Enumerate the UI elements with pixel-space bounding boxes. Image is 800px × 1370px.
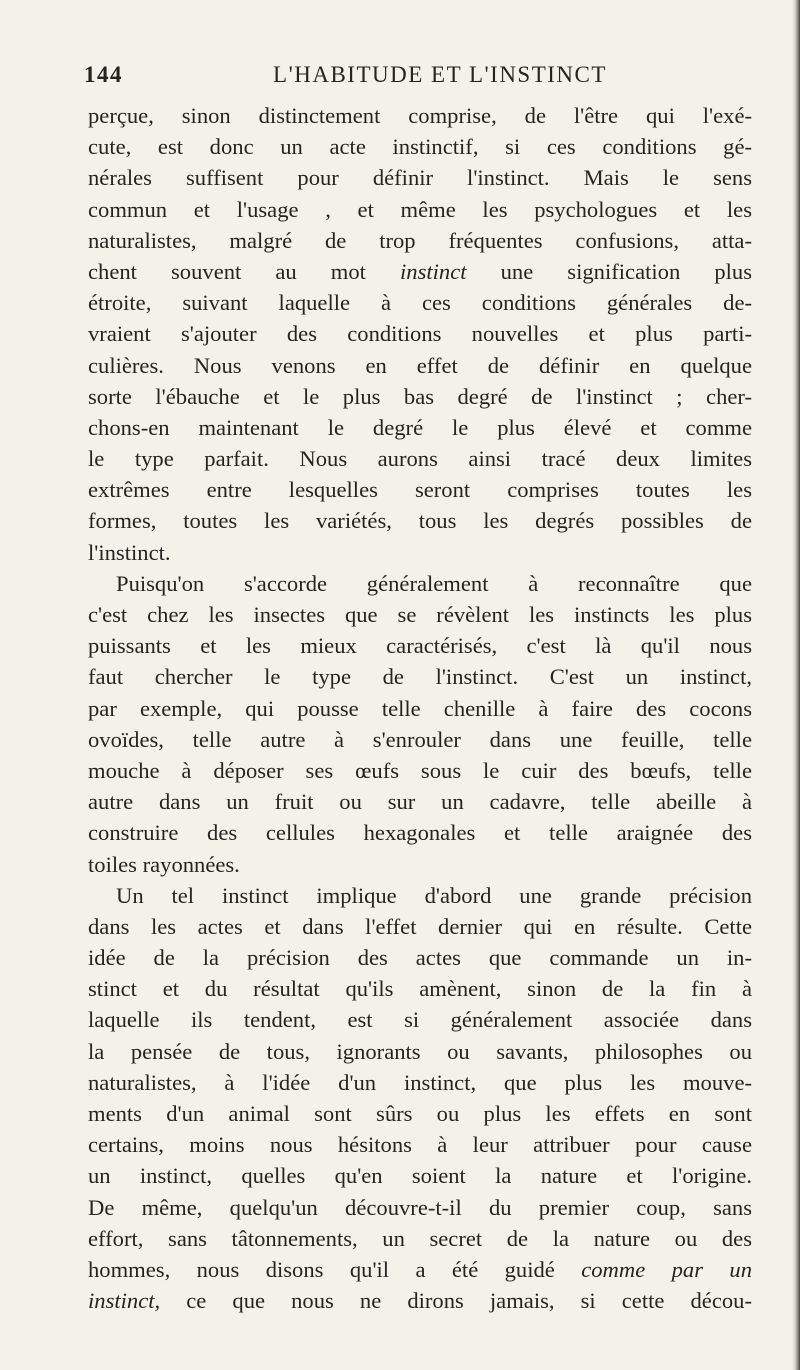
text-line: la pensée de tous, ignorants ou savants, philosophes ou bbox=[88, 1038, 752, 1064]
text-line bbox=[88, 1285, 752, 1316]
text-line: cute, est donc un acte instinctif, si ces conditions gé- bbox=[88, 134, 752, 160]
text-line: par exemple, qui pousse telle chenille à faire des cocons bbox=[88, 695, 752, 721]
text-line: ovoïdes, telle autre à s'enrouler dans une feuille, telle bbox=[88, 726, 752, 752]
page-header bbox=[84, 62, 752, 96]
text-line: vraient s'ajouter des conditions nouvelles et plus parti- bbox=[88, 321, 752, 347]
text-line: De même, quelqu'un découvre-t-il du premier coup, sans bbox=[88, 1194, 752, 1220]
text-line: commun et l'usage , et même les psychologues et les bbox=[88, 196, 752, 222]
italic-term: instinct bbox=[400, 258, 467, 284]
text-line: naturalistes, à l'idée d'un instinct, que plus les mouve- bbox=[88, 1069, 752, 1095]
page-edge-shadow bbox=[792, 0, 800, 1370]
text-line: c'est chez les insectes que se révèlent les instincts les plus bbox=[88, 602, 752, 627]
italic-term: instinct, bbox=[88, 1288, 161, 1314]
text-segment: chent souvent au mot bbox=[88, 258, 400, 284]
text-line: formes, toutes les variétés, tous les degrés possibles de bbox=[88, 508, 752, 534]
text-line: dans les actes et dans l'effet dernier qui en résulte. Cette bbox=[88, 913, 752, 939]
text-line bbox=[88, 256, 752, 287]
text-line: laquelle ils tendent, est si généralement associée dans bbox=[88, 1007, 752, 1033]
text-segment: hommes, nous disons qu'il a été guidé bbox=[88, 1256, 582, 1282]
text-line: nérales suffisent pour définir l'instinct. Mais le sens bbox=[88, 165, 752, 191]
text-line: sorte l'ébauche et le plus bas degré de l'instinct ; cher- bbox=[88, 383, 752, 409]
text-line: le type parfait. Nous aurons ainsi tracé deux limites bbox=[88, 446, 752, 472]
body-text bbox=[88, 100, 752, 1316]
text-line: un instinct, quelles qu'en soient la nature et l'origine. bbox=[88, 1163, 752, 1189]
text-line: naturalistes, malgré de trop fréquentes confusions, atta- bbox=[88, 227, 752, 253]
text-segment: une signification plus bbox=[466, 258, 752, 284]
text-line: étroite, suivant laquelle à ces conditions générales de- bbox=[88, 290, 752, 316]
text-line: idée de la précision des actes que commande un in- bbox=[88, 945, 752, 971]
text-line: extrêmes entre lesquelles seront comprises toutes les bbox=[88, 477, 752, 503]
book-page bbox=[84, 62, 753, 1316]
text-line: ments d'un animal sont sûrs ou plus les effets en sont bbox=[88, 1101, 752, 1126]
text-line: construire des cellules hexagonales et telle araignée des bbox=[88, 820, 752, 846]
text-segment: ce que nous ne dirons jamais, si cette décou- bbox=[160, 1288, 752, 1314]
text-line: chons-en maintenant le degré le plus élevé et comme bbox=[88, 414, 752, 440]
text-line: toiles rayonnées. bbox=[88, 851, 240, 877]
italic-term: comme par un bbox=[581, 1256, 753, 1282]
text-line: l'instinct. bbox=[88, 539, 171, 565]
text-line: autre dans un fruit ou sur un cadavre, telle abeille à bbox=[88, 789, 752, 815]
page-number: 144 bbox=[84, 62, 123, 87]
text-line: stinct et du résultat qu'ils amènent, sinon de la fin à bbox=[88, 976, 752, 1002]
text-line: puissants et les mieux caractérisés, c'est là qu'il nous bbox=[88, 633, 752, 659]
text-line: culières. Nous venons en effet de définir en quelque bbox=[88, 352, 752, 378]
text-line bbox=[88, 1254, 752, 1285]
text-line: effort, sans tâtonnements, un secret de la nature ou des bbox=[88, 1225, 752, 1251]
text-line: mouche à déposer ses œufs sous le cuir des bœufs, telle bbox=[88, 757, 752, 783]
text-line: Puisqu'on s'accorde généralement à reconnaître que bbox=[116, 570, 752, 596]
running-title: L'HABITUDE ET L'INSTINCT bbox=[273, 62, 607, 87]
text-line: faut chercher le type de l'instinct. C'est un instinct, bbox=[88, 664, 752, 690]
text-line: certains, moins nous hésitons à leur attribuer pour cause bbox=[88, 1132, 752, 1158]
text-line: Un tel instinct implique d'abord une grande précision bbox=[116, 882, 752, 908]
text-line: perçue, sinon distinctement comprise, de l'être qui l'exé- bbox=[88, 103, 752, 128]
